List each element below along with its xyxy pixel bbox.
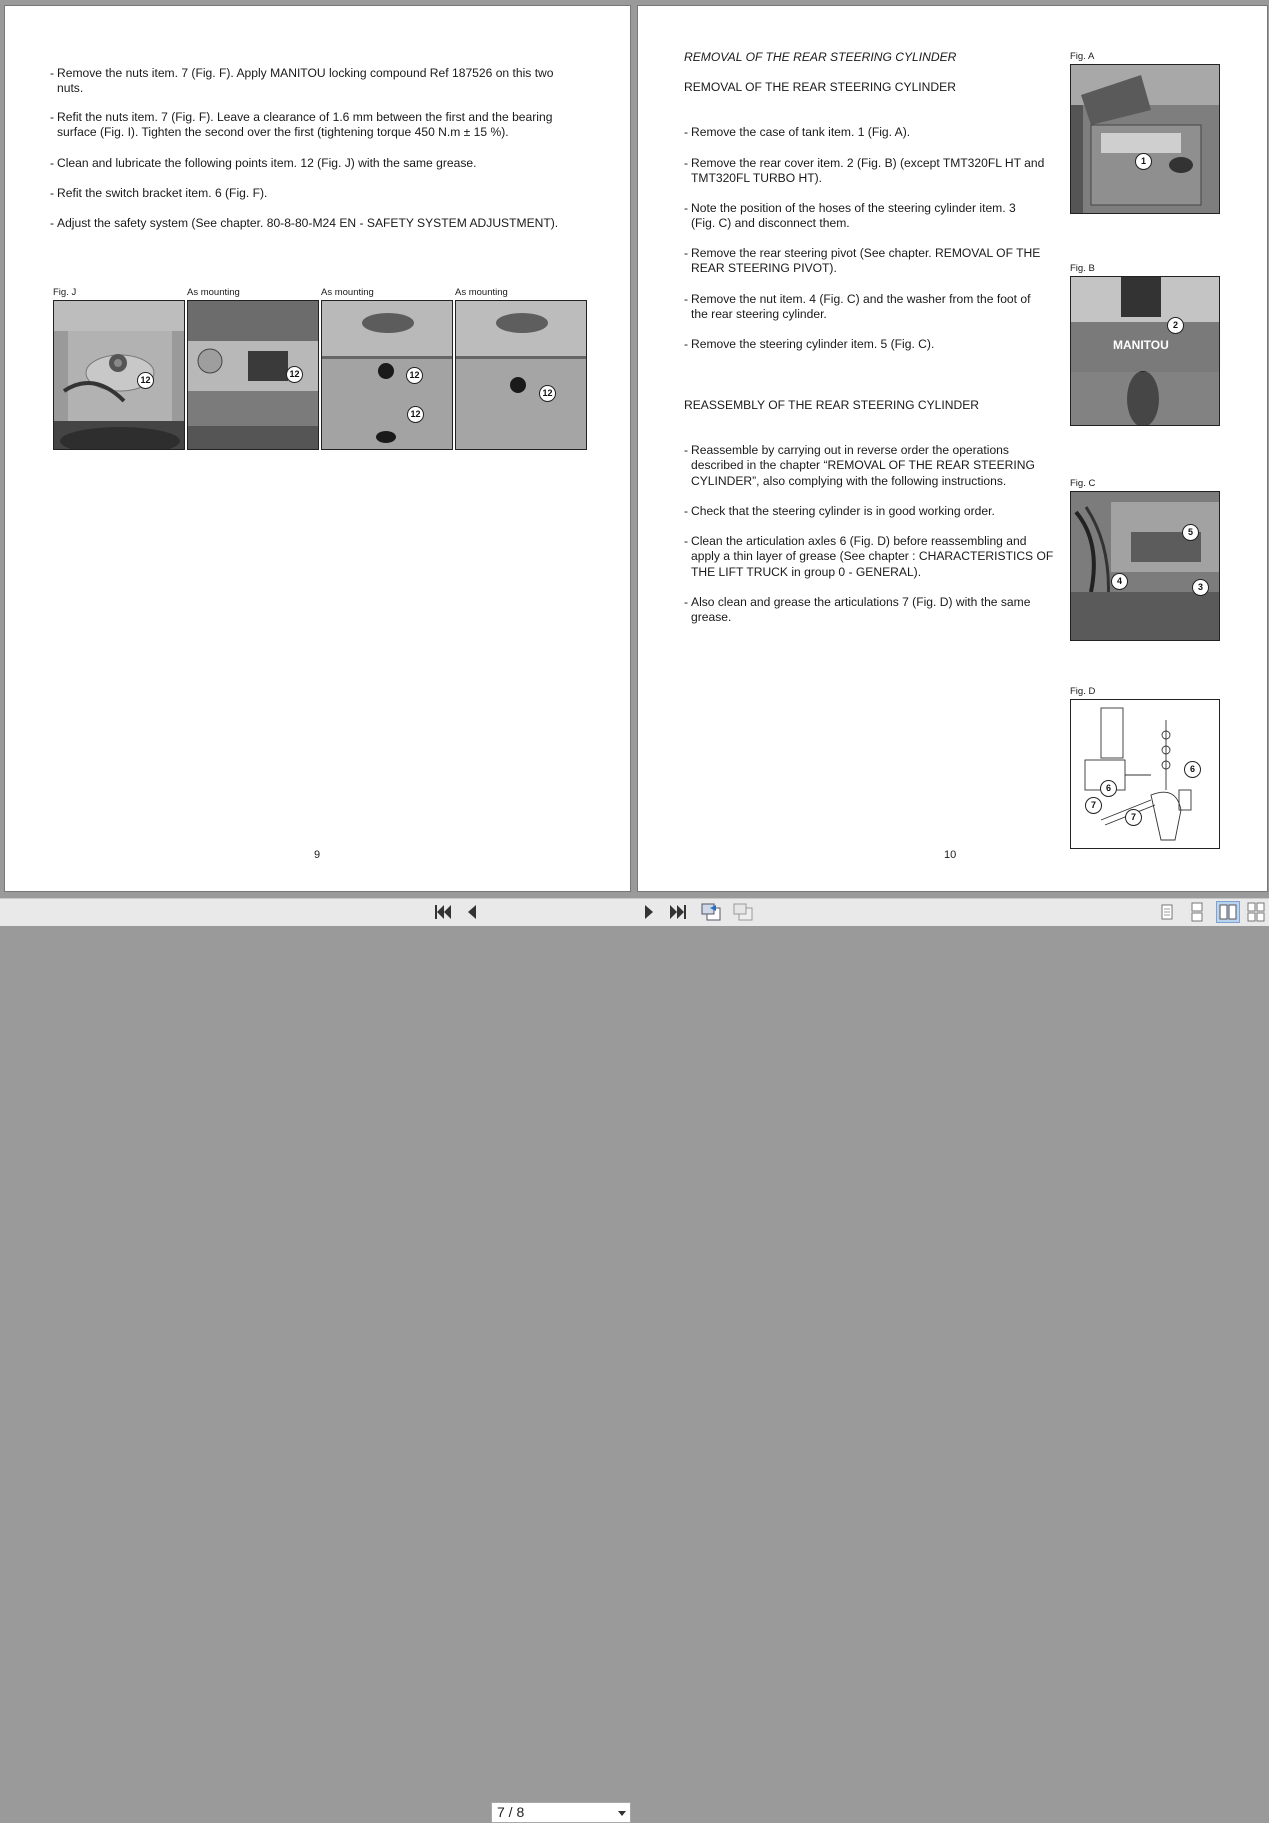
callout-1: 1 xyxy=(1135,153,1152,170)
single-page-view-icon[interactable] xyxy=(1155,901,1179,923)
page-selector-value: 7 / 8 xyxy=(497,1804,525,1820)
list-item: - Remove the nuts item. 7 (Fig. F). Apply MANITOU locking compound Ref 187526 on this two nuts. xyxy=(50,66,554,96)
manitou-logo: MANITOU xyxy=(1113,338,1169,352)
two-page-view-icon[interactable] xyxy=(1216,901,1240,923)
document-page-10 xyxy=(637,5,1268,892)
mounting-photo xyxy=(321,300,453,450)
figure-label: Fig. D xyxy=(1070,686,1096,697)
figure-c-photo xyxy=(1070,491,1220,641)
figure-j-image xyxy=(54,301,185,450)
chevron-down-icon[interactable] xyxy=(618,1811,626,1816)
go-forward-view-icon[interactable] xyxy=(731,901,755,923)
figure-a-photo xyxy=(1070,64,1220,214)
document-page-9 xyxy=(4,5,631,892)
list-item: - Refit the switch bracket item. 6 (Fig. F). xyxy=(50,186,268,200)
callout-12: 12 xyxy=(407,406,424,423)
section-title-italic: REMOVAL OF THE REAR STEERING CYLINDER xyxy=(684,50,957,64)
section-title: REMOVAL OF THE REAR STEERING CYLINDER xyxy=(684,80,956,94)
viewer-toolbar xyxy=(0,898,1269,1820)
list-item: - Adjust the safety system (See chapter. 80-8-80-M24 EN - SAFETY SYSTEM ADJUSTMENT). xyxy=(50,216,559,230)
figure-label: As mounting xyxy=(455,287,508,298)
callout-4: 4 xyxy=(1111,573,1128,590)
figure-label: As mounting xyxy=(187,287,240,298)
callout-5: 5 xyxy=(1182,524,1199,541)
mounting-image xyxy=(456,301,587,450)
list-item: - Remove the rear cover item. 2 (Fig. B) (except TMT320FL HT and TMT320FL TURBO HT). xyxy=(684,156,1045,186)
callout-7: 7 xyxy=(1125,809,1142,826)
figure-label: As mounting xyxy=(321,287,374,298)
list-item: - Check that the steering cylinder is in good working order. xyxy=(684,504,995,518)
callout-12: 12 xyxy=(137,372,154,389)
list-item: - Refit the nuts item. 7 (Fig. F). Leave a clearance of 1.6 mm between the first and the bearing surface (Fig. I). Tighten the second over the first (tightening torque 450 N.m ± 15 %). xyxy=(50,110,553,140)
page-selector[interactable] xyxy=(491,1802,631,1823)
mounting-image xyxy=(322,301,453,450)
list-item: - Clean and lubricate the following points item. 12 (Fig. J) with the same grease. xyxy=(50,156,477,170)
first-page-icon[interactable] xyxy=(430,901,454,923)
two-page-continuous-view-icon[interactable] xyxy=(1245,901,1269,923)
callout-7: 7 xyxy=(1085,797,1102,814)
list-item: - Remove the steering cylinder item. 5 (Fig. C). xyxy=(684,337,935,351)
list-item: - Reassemble by carrying out in reverse order the operations described in the chapter “REMOVAL OF THE REAR STEERING CYLINDER”, also complying with the following instructions. xyxy=(684,443,1035,488)
figure-c-image xyxy=(1071,492,1220,641)
figure-b-image xyxy=(1071,277,1220,426)
page-number: 9 xyxy=(314,849,321,861)
list-item: - Note the position of the hoses of the steering cylinder item. 3 (Fig. C) and disconnect them. xyxy=(684,201,1016,231)
go-back-view-icon[interactable] xyxy=(699,901,723,923)
figure-label: Fig. J xyxy=(53,287,77,298)
figure-b-photo xyxy=(1070,276,1220,426)
figure-label: Fig. A xyxy=(1070,51,1095,62)
last-page-icon[interactable] xyxy=(667,901,691,923)
figure-a-image xyxy=(1071,65,1220,214)
reassembly-title: REASSEMBLY OF THE REAR STEERING CYLINDER xyxy=(684,398,980,412)
mounting-photo xyxy=(455,300,587,450)
callout-6: 6 xyxy=(1184,761,1201,778)
callout-12: 12 xyxy=(539,385,556,402)
callout-6: 6 xyxy=(1100,780,1117,797)
list-item: - Remove the nut item. 4 (Fig. C) and the washer from the foot of the rear steering cylinder. xyxy=(684,292,1031,322)
previous-page-icon[interactable] xyxy=(460,901,484,923)
callout-3: 3 xyxy=(1192,579,1209,596)
list-item: - Also clean and grease the articulations 7 (Fig. D) with the same grease. xyxy=(684,595,1031,625)
page-number: 10 xyxy=(944,849,957,861)
continuous-view-icon[interactable] xyxy=(1185,901,1209,923)
list-item: - Remove the rear steering pivot (See chapter. REMOVAL OF THE REAR STEERING PIVOT). xyxy=(684,246,1041,276)
figure-label: Fig. B xyxy=(1070,263,1095,274)
callout-12: 12 xyxy=(406,367,423,384)
callout-2: 2 xyxy=(1167,317,1184,334)
next-page-icon[interactable] xyxy=(637,901,661,923)
figure-j-photo xyxy=(53,300,185,450)
figure-label: Fig. C xyxy=(1070,478,1096,489)
callout-12: 12 xyxy=(286,366,303,383)
list-item: - Remove the case of tank item. 1 (Fig. A). xyxy=(684,125,911,139)
list-item: - Clean the articulation axles 6 (Fig. D) before reassembling and apply a thin layer of grease (See chapter : CHARACTERISTICS OF THE LIFT TRUCK in group 0 - GENERAL). xyxy=(684,534,1054,579)
